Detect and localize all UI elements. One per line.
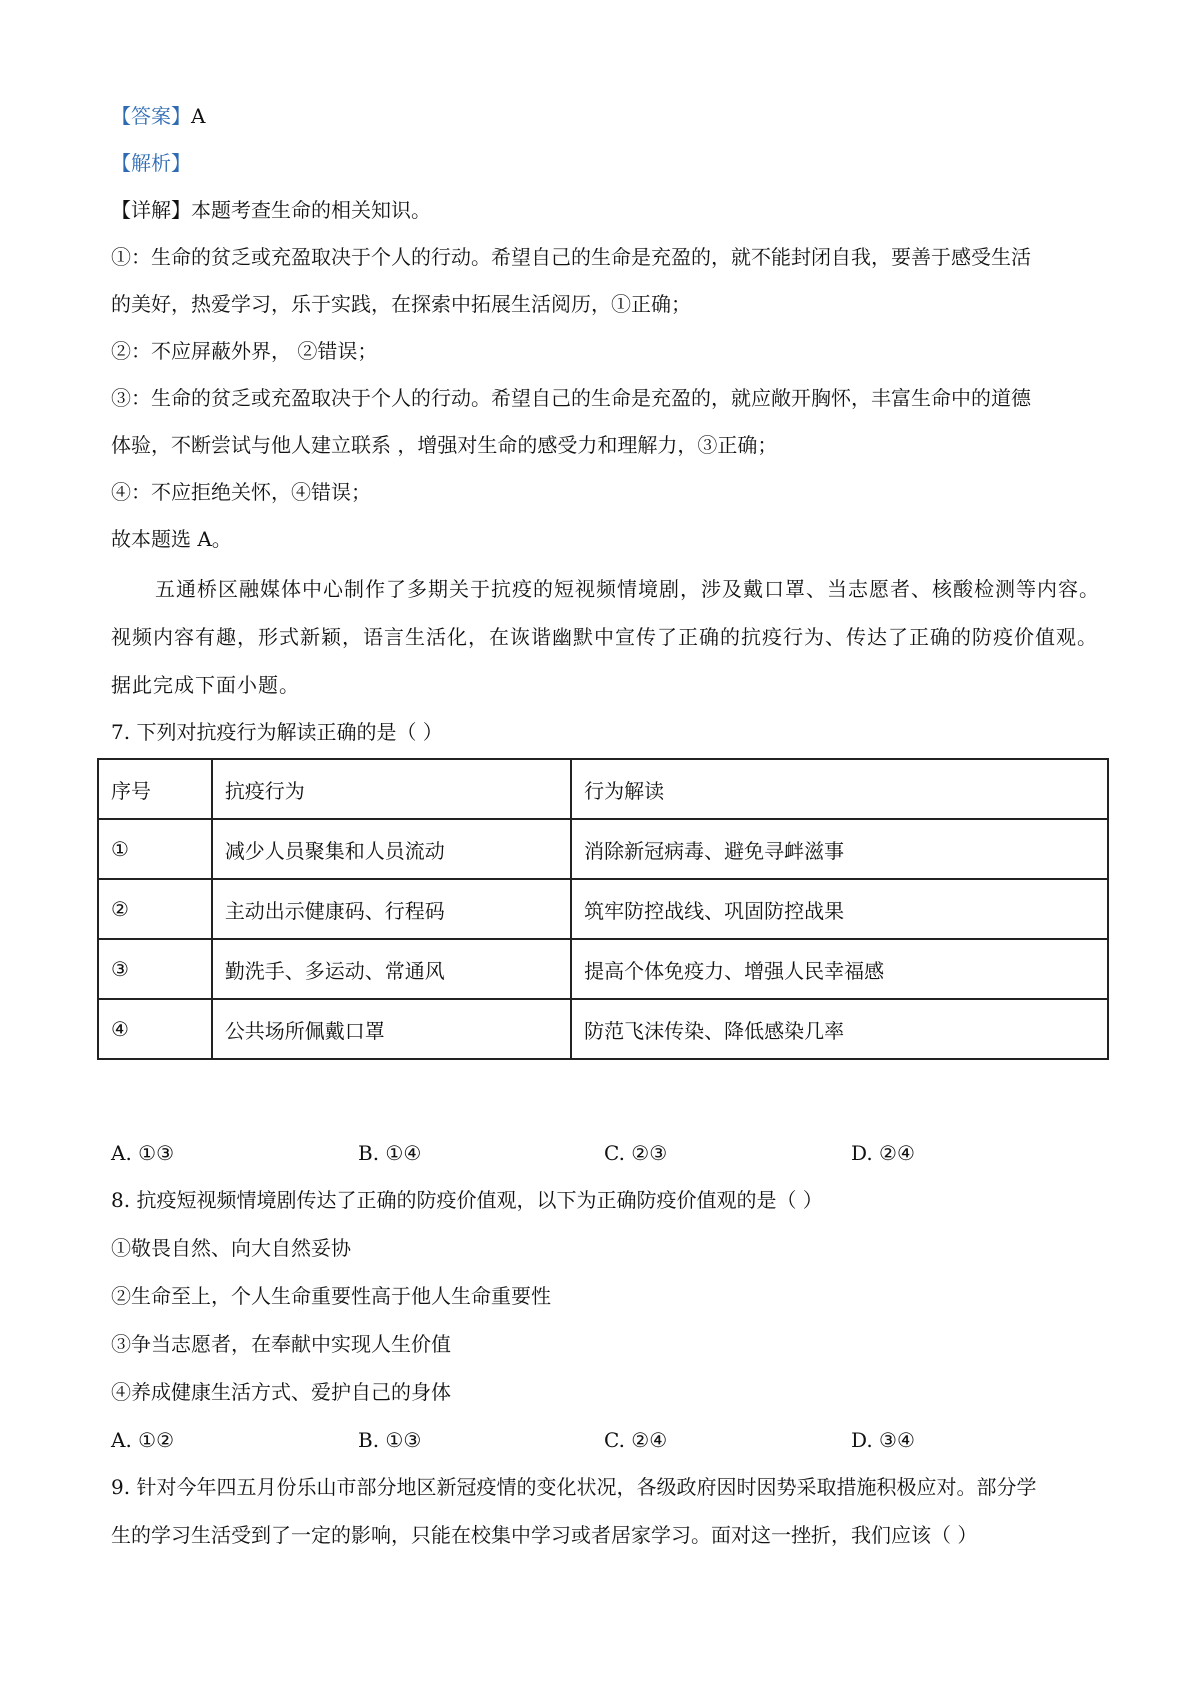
detail-conclusion: 故本题选 A。 xyxy=(111,527,232,551)
row-interpretation: 提高个体免疫力、增强人民幸福感 xyxy=(571,939,1108,999)
row-index: ① xyxy=(98,819,212,879)
q7-options xyxy=(111,1140,1111,1166)
row-behavior: 主动出示健康码、行程码 xyxy=(212,879,571,939)
answer-value: A xyxy=(191,104,206,128)
q8-item-2: ②生命至上，个人生命重要性高于他人生命重要性 xyxy=(111,1284,551,1308)
row-index: ③ xyxy=(98,939,212,999)
answer-tag: 【答案】 xyxy=(111,104,191,128)
table-header-row xyxy=(98,759,1108,819)
analysis-tag: 【解析】 xyxy=(111,151,191,175)
q8-item-3: ③争当志愿者，在奉献中实现人生价值 xyxy=(111,1332,451,1356)
detail-point-2: ②：不应屏蔽外界， ②错误； xyxy=(111,339,378,363)
row-behavior: 减少人员聚集和人员流动 xyxy=(212,819,571,879)
q7-option-b: B. ①④ xyxy=(358,1141,422,1165)
table-row xyxy=(98,879,1108,939)
q8-item-4: ④养成健康生活方式、爱护自己的身体 xyxy=(111,1380,451,1404)
detail-point-3a: ③：生命的贫乏或充盈取决于个人的行动。希望自己的生命是充盈的，就应敞开胸怀，丰富生命中的道德 xyxy=(111,386,1031,410)
q9-stem-line-2: 生的学习生活受到了一定的影响，只能在校集中学习或者居家学习。面对这一挫折，我们应该（ ） xyxy=(111,1523,978,1547)
material-line-3: 据此完成下面小题。 xyxy=(111,673,300,697)
q7-stem: 7. 下列对抗疫行为解读正确的是（ ） xyxy=(111,720,443,744)
q8-option-b: B. ①③ xyxy=(358,1428,422,1452)
header-index: 序号 xyxy=(98,759,212,819)
q8-item-1: ①敬畏自然、向大自然妥协 xyxy=(111,1236,351,1260)
table-row xyxy=(98,939,1108,999)
table-row xyxy=(98,999,1108,1059)
q8-stem: 8. 抗疫短视频情境剧传达了正确的防疫价值观，以下为正确防疫价值观的是（ ） xyxy=(111,1188,823,1212)
q7-option-d: D. ②④ xyxy=(851,1141,915,1165)
header-behavior: 抗疫行为 xyxy=(212,759,571,819)
row-behavior: 公共场所佩戴口罩 xyxy=(212,999,571,1059)
q8-option-d: D. ③④ xyxy=(851,1428,915,1452)
detail-heading: 【详解】本题考查生命的相关知识。 xyxy=(111,198,431,222)
q8-options xyxy=(111,1427,1111,1453)
q9-stem-line-1: 9. 针对今年四五月份乐山市部分地区新冠疫情的变化状况，各级政府因时因势采取措施积极应对。部分学 xyxy=(111,1475,1037,1499)
q7-option-a: A. ①③ xyxy=(111,1141,175,1165)
table-row xyxy=(98,819,1108,879)
row-interpretation: 消除新冠病毒、避免寻衅滋事 xyxy=(571,819,1108,879)
detail-point-3b: 体验，不断尝试与他人建立联系 ，增强对生命的感受力和理解力，③正确； xyxy=(111,433,778,457)
detail-point-1a: ①：生命的贫乏或充盈取决于个人的行动。希望自己的生命是充盈的，就不能封闭自我，要善于感受生活 xyxy=(111,245,1031,269)
detail-point-4: ④：不应拒绝关怀，④错误； xyxy=(111,480,371,504)
row-behavior: 勤洗手、多运动、常通风 xyxy=(212,939,571,999)
answer-line xyxy=(111,103,205,129)
q8-option-c: C. ②④ xyxy=(604,1428,668,1452)
detail-point-1b: 的美好，热爱学习，乐于实践，在探索中拓展生活阅历，①正确； xyxy=(111,292,691,316)
row-index: ④ xyxy=(98,999,212,1059)
material-line-1: 五通桥区融媒体中心制作了多期关于抗疫的短视频情境剧，涉及戴口罩、当志愿者、核酸检测等内容。 xyxy=(155,577,1100,601)
material-line-2: 视频内容有趣，形式新颖，语言生活化，在诙谐幽默中宣传了正确的抗疫行为、传达了正确的防疫价值观。 xyxy=(111,625,1098,649)
q7-option-c: C. ②③ xyxy=(604,1141,668,1165)
row-index: ② xyxy=(98,879,212,939)
row-interpretation: 筑牢防控战线、巩固防控战果 xyxy=(571,879,1108,939)
row-interpretation: 防范飞沫传染、降低感染几率 xyxy=(571,999,1108,1059)
q7-table xyxy=(97,758,1109,1060)
header-interpretation: 行为解读 xyxy=(571,759,1108,819)
q8-option-a: A. ①② xyxy=(111,1428,175,1452)
